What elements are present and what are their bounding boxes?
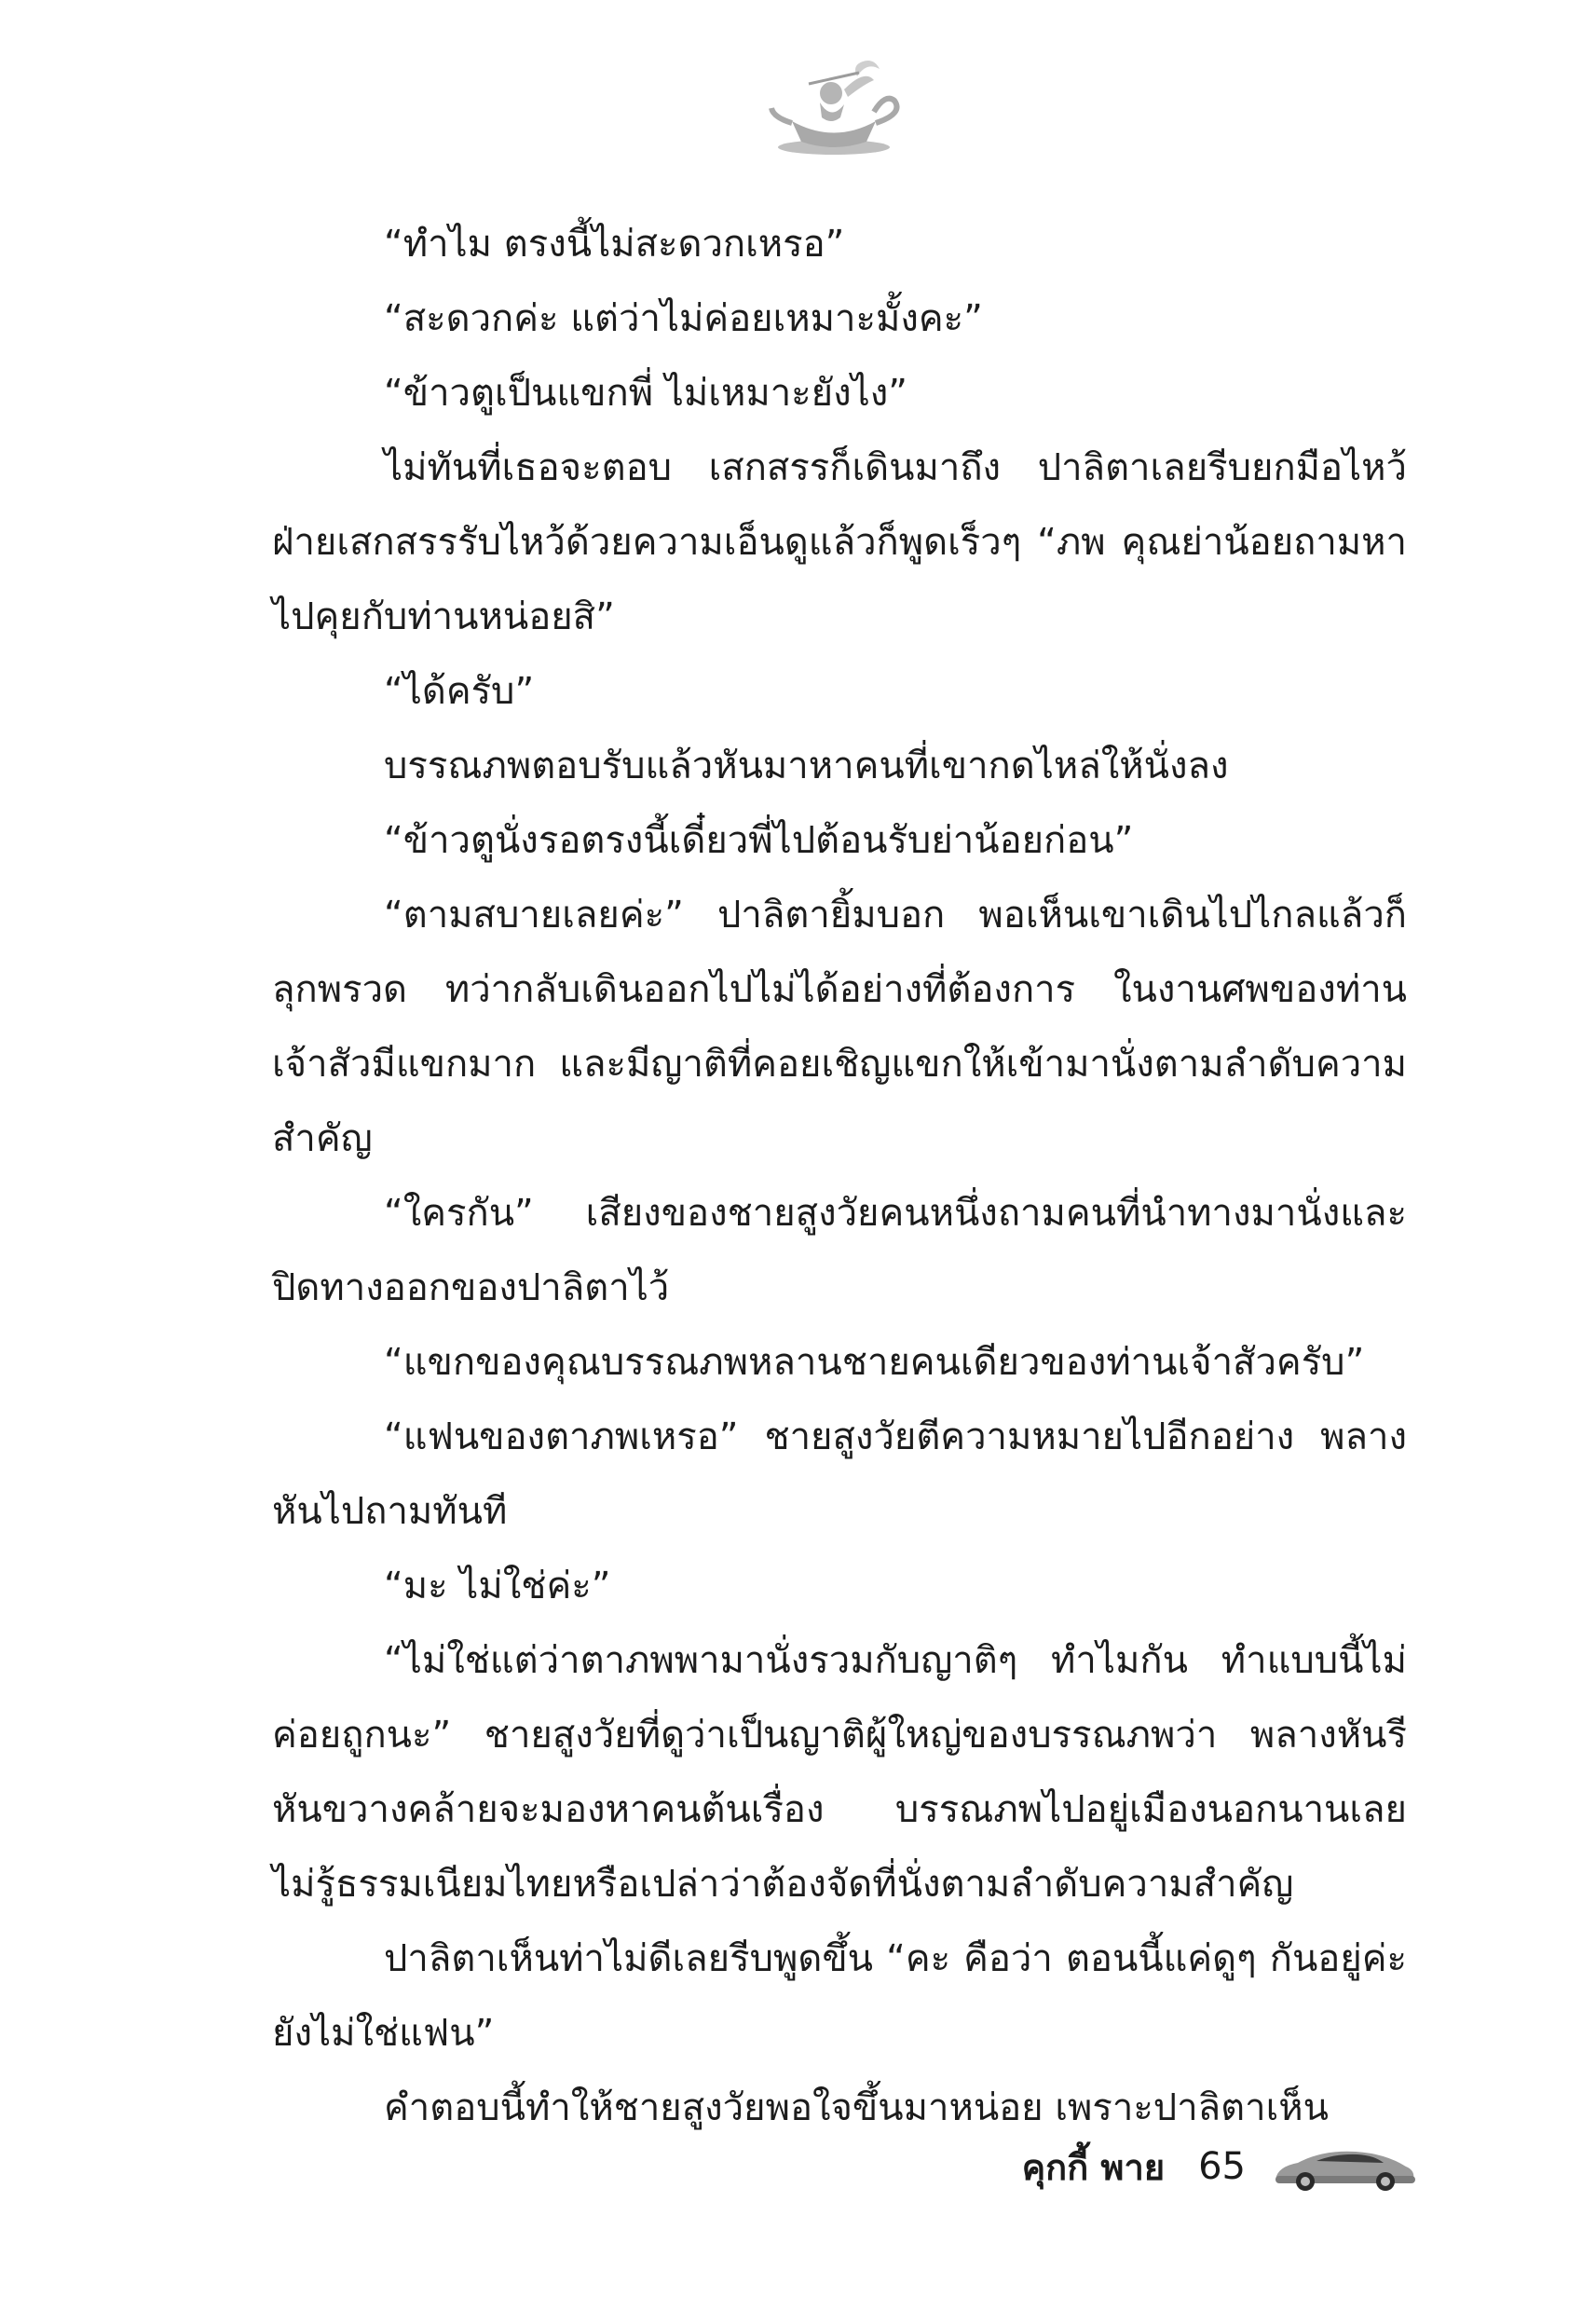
paragraph: “แฟนของตาภพเหรอ” ชายสูงวัยตีความหมายไปอีกอย่าง พลางหันไปถามทันที xyxy=(272,1415,1407,1533)
header-emblem xyxy=(755,56,913,158)
paragraph: “แขกของคุณบรรณภพหลานชายคนเดียวของท่านเจ้าสัวครับ” xyxy=(384,1341,1365,1384)
paragraph: ไม่ทันที่เธอจะตอบ เสกสรรก็เดินมาถึง ปาลิตาเลยรีบยกมือไหว้ ฝ่ายเสกสรรรับไหว้ด้วยความเอ็นดูแล้วก็พูดเร็วๆ “ภพ คุณย่าน้อยถามหา ไปคุยกับท่านหน่อยสิ” xyxy=(272,446,1407,638)
paragraph: คำตอบนี้ทำให้ชายสูงวัยพอใจขึ้นมาหน่อย เพราะปาลิตาเห็น xyxy=(384,2086,1329,2129)
paragraph: “ข้าวตูนั่งรอตรงนี้เดี๋ยวพี่ไปต้อนรับย่าน้อยก่อน” xyxy=(384,819,1134,862)
paragraph: ปาลิตาเห็นท่าไม่ดีเลยรีบพูดขึ้น “คะ คือว่า ตอนนี้แค่ดูๆ กันอยู่ค่ะ ยังไม่ใช่แฟน” xyxy=(272,1937,1407,2055)
cupid-teapot-emblem-icon xyxy=(755,56,913,158)
body-text xyxy=(272,207,1407,2145)
paragraph: “ทำไม ตรงนี้ไม่สะดวกเหรอ” xyxy=(384,223,845,266)
paragraph: “ข้าวตูเป็นแขกพี่ ไม่เหมาะยังไง” xyxy=(384,372,907,415)
paragraph: “ไม่ใช่แต่ว่าตาภพพามานั่งรวมกับญาติๆ ทำไมกัน ทำแบบนี้ไม่ค่อยถูกนะ” ชายสูงวัยที่ดูว่าเป็นญาติผู้ใหญ่ของบรรณภพว่า พลางหันรีหันขวางคล้ายจะมองหาคนต้นเรื่อง บรรณภพไปอยู่เมืองนอกนานเลยไม่รู้ธรรมเนียมไทยหรือเปล่าว่าต้องจัดที่นั่งตามลำดับความสำคัญ xyxy=(272,1639,1407,1906)
paragraph: “ใครกัน” เสียงของชายสูงวัยคนหนึ่งถามคนที่นำทางมานั่งและปิดทางออกของปาลิตาไว้ xyxy=(272,1192,1407,1309)
paragraph: “ได้ครับ” xyxy=(384,670,535,713)
paragraph: “มะ ไม่ใช่ค่ะ” xyxy=(384,1565,611,1607)
page-number: 65 xyxy=(1198,2145,1246,2188)
paragraph: “ตามสบายเลยค่ะ” ปาลิตายิ้มบอก พอเห็นเขาเดินไปไกลแล้วก็ลุกพรวด ทว่ากลับเดินออกไปไม่ได้อย่างที่ต้องการ ในงานศพของท่านเจ้าสัวมีแขกมาก และมีญาติที่คอยเชิญแขกให้เข้ามานั่งตามลำดับความสำคัญ xyxy=(272,894,1407,1160)
book-title: คุกกี้ พาย xyxy=(1021,2146,1166,2188)
paragraph: บรรณภพตอบรับแล้วหันมาหาคนที่เขากดไหล่ให้นั่งลง xyxy=(384,745,1229,787)
page-footer xyxy=(1022,2134,1419,2199)
paragraph: “สะดวกค่ะ แต่ว่าไม่ค่อยเหมาะมั้งคะ” xyxy=(384,297,983,340)
sports-car-icon xyxy=(1270,2139,1419,2195)
